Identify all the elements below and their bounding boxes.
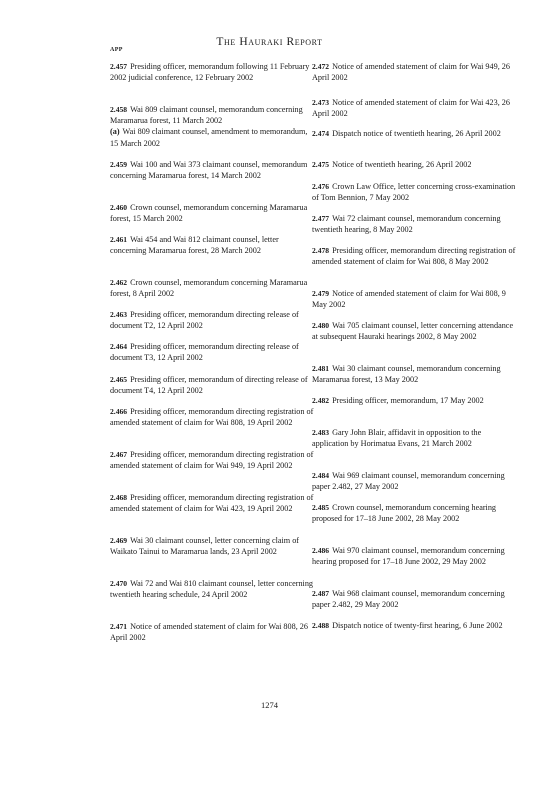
- list-item: [110, 578, 314, 600]
- list-item: [110, 449, 314, 471]
- list-item: [110, 492, 314, 514]
- entry-number: 2.483: [312, 428, 330, 437]
- list-item: [110, 406, 314, 428]
- list-item: [312, 470, 516, 492]
- entry-text: Presiding officer, memorandum directing registration of amended statement of claim for Wai 808, 8 May 2002: [312, 246, 516, 267]
- entry-number: 2.466: [110, 407, 128, 416]
- list-item: [312, 320, 516, 342]
- entry-number: 2.471: [110, 622, 128, 631]
- list-item: [110, 341, 314, 363]
- entry-text: Presiding officer, memorandum directing release of document T2, 12 April 2002: [110, 310, 299, 331]
- entry-text: Wai 72 claimant counsel, memorandum concerning twentieth hearing, 8 May 2002: [312, 214, 501, 235]
- entry-text: Notice of amended statement of claim for Wai 423, 26 April 2002: [312, 98, 510, 119]
- entry-number: 2.479: [312, 289, 330, 298]
- list-item: [312, 588, 516, 610]
- entry-number: 2.477: [312, 214, 330, 223]
- entry-text: Notice of twentieth hearing, 26 April 2002: [332, 160, 472, 169]
- list-item: [110, 202, 314, 224]
- sub-entry: [110, 126, 314, 148]
- entry-text: Presiding officer, memorandum directing registration of amended statement of claim for Wai 423, 19 April 2002: [110, 493, 314, 514]
- list-item: [312, 288, 516, 310]
- list-item: [110, 61, 314, 83]
- entry-text: Wai 809 claimant counsel, memorandum concerning Maramarua forest, 11 March 2002: [110, 105, 303, 126]
- list-item: [312, 128, 516, 139]
- entry-number: 2.475: [312, 160, 330, 169]
- list-item: [110, 159, 314, 181]
- entry-number: 2.484: [312, 471, 330, 480]
- entry-text: Wai 970 claimant counsel, memorandum concerning hearing proposed for 17–18 June 2002, 29 May 2002: [312, 546, 505, 567]
- entry-text: Notice of amended statement of claim for Wai 808, 26 April 2002: [110, 622, 308, 643]
- entry-number: 2.482: [312, 396, 330, 405]
- entry-text: Presiding officer, memorandum directing release of document T3, 12 April 2002: [110, 342, 299, 363]
- entry-number: 2.458: [110, 105, 128, 114]
- entry-text: Presiding officer, memorandum of directing release of document T4, 12 April 2002: [110, 375, 308, 396]
- entry-number: 2.460: [110, 203, 128, 212]
- list-item: [312, 620, 516, 631]
- entry-text: Wai 705 claimant counsel, letter concerning attendance at subsequent Hauraki hearings 2002, 8 May 2002: [312, 321, 514, 342]
- entry-text: Notice of amended statement of claim for Wai 808, 9 May 2002: [312, 289, 506, 310]
- entry-text: Crown counsel, memorandum concerning Maramarua forest, 15 March 2002: [110, 203, 308, 224]
- entry-number: 2.459: [110, 160, 128, 169]
- list-item: [312, 213, 516, 235]
- entry-text: Presiding officer, memorandum directing registration of amended statement of claim for Wai 949, 19 April 2002: [110, 450, 314, 471]
- list-item: [312, 61, 516, 83]
- entry-number: 2.480: [312, 321, 330, 330]
- entry-number: 2.465: [110, 375, 128, 384]
- entry-text: Dispatch notice of twentieth hearing, 26 April 2002: [332, 129, 501, 138]
- entry-number: 2.486: [312, 546, 330, 555]
- entry-number: 2.474: [312, 129, 330, 138]
- entry-number: 2.478: [312, 246, 330, 255]
- sub-entry-text: Wai 809 claimant counsel, amendment to memorandum, 15 March 2002: [110, 127, 308, 148]
- entry-text: Dispatch notice of twenty-first hearing, 6 June 2002: [332, 621, 503, 630]
- entry-text: Crown Law Office, letter concerning cross-examination of Tom Bennion, 7 May 2002: [312, 182, 516, 203]
- list-item: [110, 104, 314, 149]
- entry-number: 2.464: [110, 342, 128, 351]
- entry-number: 2.461: [110, 235, 128, 244]
- list-item: [312, 395, 516, 406]
- entry-text: Wai 72 and Wai 810 claimant counsel, letter concerning twentieth hearing schedule, 24 April 2002: [110, 579, 314, 600]
- list-item: [110, 309, 314, 331]
- list-item: [312, 97, 516, 119]
- entry-text: Wai 968 claimant counsel, memorandum concerning paper 2.482, 29 May 2002: [312, 589, 505, 610]
- page-number: 1274: [261, 700, 278, 710]
- entry-number: 2.470: [110, 579, 128, 588]
- entry-text: Wai 30 claimant counsel, letter concerning claim of Waikato Tainui to Maramarua lands, 23 April 2002: [110, 536, 300, 557]
- entry-number: 2.481: [312, 364, 330, 373]
- list-item: [110, 621, 314, 643]
- entry-text: Presiding officer, memorandum directing registration of amended statement of claim for Wai 808, 19 April 2002: [110, 407, 314, 428]
- sub-entry-label: (a): [110, 127, 120, 137]
- list-item: [312, 545, 516, 567]
- entry-text: Presiding officer, memorandum, 17 May 2002: [332, 396, 484, 405]
- list-item: [110, 277, 314, 299]
- entry-text: Crown counsel, memorandum concerning hearing proposed for 17–18 June 2002, 28 May 2002: [312, 503, 497, 524]
- entry-number: 2.468: [110, 493, 128, 502]
- list-item: [312, 159, 516, 170]
- entry-number: 2.469: [110, 536, 128, 545]
- entry-text: Wai 30 claimant counsel, memorandum concerning Maramarua forest, 13 May 2002: [312, 364, 501, 385]
- running-header-title: The Hauraki Report: [216, 36, 323, 48]
- entry-text: Wai 454 and Wai 812 claimant counsel, letter concerning Maramarua forest, 28 March 2002: [110, 235, 279, 256]
- entry-number: 2.485: [312, 503, 330, 512]
- entry-number: 2.462: [110, 278, 128, 287]
- section-tag: APP: [110, 47, 123, 53]
- list-item: [110, 234, 314, 256]
- entry-text: Wai 100 and Wai 373 claimant counsel, memorandum concerning Maramarua forest, 14 March 2002: [110, 160, 308, 181]
- entry-number: 2.487: [312, 589, 330, 598]
- list-item: [312, 502, 516, 524]
- entry-text: Presiding officer, memorandum following 11 February 2002 judicial conference, 12 February 2002: [110, 62, 310, 83]
- list-item: [312, 245, 516, 267]
- list-item: [312, 181, 516, 203]
- list-item: [312, 427, 516, 449]
- entry-text: Wai 969 claimant counsel, memorandum concerning paper 2.482, 27 May 2002: [312, 471, 505, 492]
- entry-number: 2.472: [312, 62, 330, 71]
- entry-text: Gary John Blair, affidavit in opposition to the application by Horimatua Evans, 21 March 2002: [312, 428, 482, 449]
- list-item: [110, 374, 314, 396]
- entry-number: 2.463: [110, 310, 128, 319]
- entry-number: 2.473: [312, 98, 330, 107]
- entry-text: Notice of amended statement of claim for Wai 949, 26 April 2002: [312, 62, 510, 83]
- list-item: [312, 363, 516, 385]
- entry-text: Crown counsel, memorandum concerning Maramarua forest, 8 April 2002: [110, 278, 308, 299]
- entry-number: 2.457: [110, 62, 128, 71]
- entry-number: 2.467: [110, 450, 128, 459]
- entry-number: 2.488: [312, 621, 330, 630]
- entry-number: 2.476: [312, 182, 330, 191]
- list-item: [110, 535, 314, 557]
